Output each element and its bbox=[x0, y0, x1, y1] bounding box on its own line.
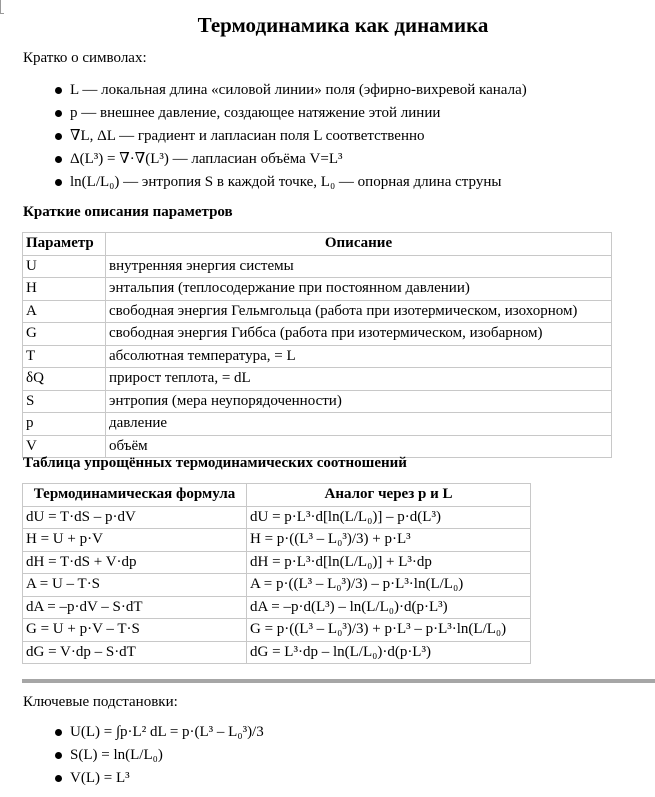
table-cell: энтропия (мера неупорядоченности) bbox=[106, 390, 612, 413]
table-cell: dU = p·L³·d[ln(L/L₀)] – p·d(L³) bbox=[247, 506, 531, 529]
table-cell: U bbox=[23, 255, 106, 278]
table-cell: A = U – T·S bbox=[23, 574, 247, 597]
table-row bbox=[23, 506, 531, 529]
substitutions-heading: Ключевые подстановки: bbox=[23, 694, 178, 710]
table-row bbox=[23, 619, 531, 642]
table-row bbox=[23, 529, 531, 552]
table-cell: G = U + p·V – T·S bbox=[23, 619, 247, 642]
params-heading: Краткие описания параметров bbox=[23, 204, 233, 220]
table-cell: объём bbox=[106, 435, 612, 458]
table-cell: внутренняя энергия системы bbox=[106, 255, 612, 278]
table-cell: G = p·((L³ – L₀³)/3) + p·L³ – p·L³·ln(L/L₀) bbox=[247, 619, 531, 642]
page-title: Термодинамика как динамика bbox=[197, 13, 489, 37]
table-row bbox=[23, 413, 612, 436]
table-row bbox=[23, 255, 612, 278]
table-cell: G bbox=[23, 323, 106, 346]
table-row bbox=[23, 300, 612, 323]
table-header-cell: Параметр bbox=[23, 233, 106, 256]
table-cell: A bbox=[23, 300, 106, 323]
table-header-cell: Термодинамическая формула bbox=[23, 484, 247, 507]
table-cell: dA = –p·d(L³) – ln(L/L₀)·d(p·L³) bbox=[247, 596, 531, 619]
table-cell: dU = T·dS – p·dV bbox=[23, 506, 247, 529]
table-cell: прирост теплота, = dL bbox=[106, 368, 612, 391]
table-row bbox=[23, 368, 612, 391]
table-header-cell: Описание bbox=[106, 233, 612, 256]
table-cell: абсолютная температура, = L bbox=[106, 345, 612, 368]
table-row bbox=[23, 390, 612, 413]
table-header-row bbox=[23, 484, 531, 507]
symbols-list bbox=[24, 79, 527, 194]
table-row bbox=[23, 596, 531, 619]
table-cell: H = p·((L³ – L₀³)/3) + p·L³ bbox=[247, 529, 531, 552]
table-row bbox=[23, 574, 531, 597]
list-item: p — внешнее давление, создающее натяжение этой линии bbox=[24, 102, 527, 125]
table-row bbox=[23, 323, 612, 346]
table-cell: H bbox=[23, 278, 106, 301]
substitutions-list bbox=[24, 721, 264, 790]
table-cell: dA = –p·dV – S·dT bbox=[23, 596, 247, 619]
table-header-cell: Аналог через p и L bbox=[247, 484, 531, 507]
list-item: ln(L/L₀) — энтропия S в каждой точке, L₀ — опорная длина струны bbox=[24, 171, 527, 194]
table-row bbox=[23, 345, 612, 368]
list-item: U(L) = ∫p·L² dL = p·(L³ – L₀³)/3 bbox=[24, 721, 264, 744]
horizontal-divider bbox=[22, 679, 655, 683]
table-cell: dH = T·dS + V·dp bbox=[23, 551, 247, 574]
list-item: ∇L, ΔL — градиент и лапласиан поля L соответственно bbox=[24, 125, 527, 148]
table-cell: dG = V·dp – S·dT bbox=[23, 641, 247, 664]
table-cell: H = U + p·V bbox=[23, 529, 247, 552]
list-item: Δ(L³) = ∇·∇(L³) — лапласиан объёма V=L³ bbox=[24, 148, 527, 171]
table-cell: энтальпия (теплосодержание при постоянном давлении) bbox=[106, 278, 612, 301]
table-row bbox=[23, 278, 612, 301]
table-cell: V bbox=[23, 435, 106, 458]
table-cell: δQ bbox=[23, 368, 106, 391]
table-row bbox=[23, 641, 531, 664]
table-cell: давление bbox=[106, 413, 612, 436]
table-cell: свободная энергия Гиббса (работа при изотермическом, изобарном) bbox=[106, 323, 612, 346]
table-cell: A = p·((L³ – L₀³)/3) – p·L³·ln(L/L₀) bbox=[247, 574, 531, 597]
relations-table bbox=[22, 483, 531, 664]
relations-heading: Таблица упрощённых термодинамических соотношений bbox=[23, 455, 407, 471]
table-header-row bbox=[23, 233, 612, 256]
table-cell: свободная энергия Гельмгольца (работа при изотермическом, изохорном) bbox=[106, 300, 612, 323]
table-cell: S bbox=[23, 390, 106, 413]
table-row bbox=[23, 551, 531, 574]
symbols-intro: Кратко о символах: bbox=[23, 50, 147, 66]
table-cell: dH = p·L³·d[ln(L/L₀)] + L³·dp bbox=[247, 551, 531, 574]
list-item: L — локальная длина «силовой линии» поля (эфирно-вихревой канала) bbox=[24, 79, 527, 102]
table-cell: dG = L³·dp – ln(L/L₀)·d(p·L³) bbox=[247, 641, 531, 664]
list-item: S(L) = ln(L/L₀) bbox=[24, 744, 264, 767]
params-table bbox=[22, 232, 612, 458]
table-cell: T bbox=[23, 345, 106, 368]
list-item: V(L) = L³ bbox=[24, 767, 264, 790]
table-cell: p bbox=[23, 413, 106, 436]
